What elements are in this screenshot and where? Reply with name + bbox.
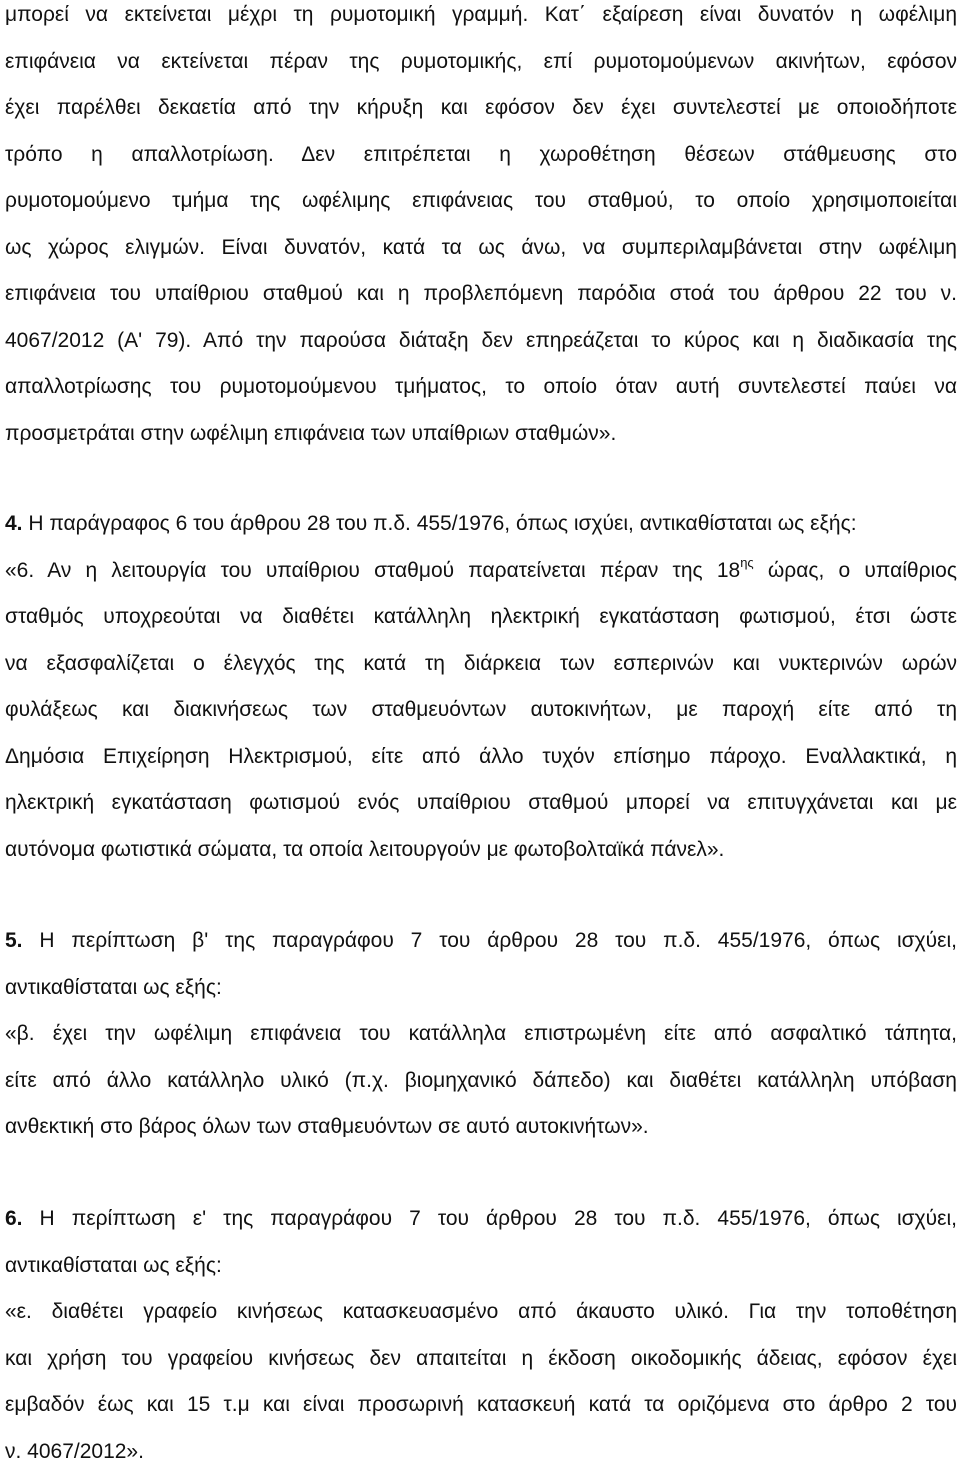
text-line: «β. έχει την ωφέλιμη επιφάνεια του κατάλληλα επιστρωμένη είτε από ασφαλτικό τάπητα, [5,1022,957,1045]
text-line: αυτόνομα φωτιστικά σώματα, τα οποία λειτουργούν με φωτοβολταϊκά πάνελ». [5,837,725,861]
section-4 [5,501,957,873]
paragraph-continuation [5,0,957,457]
text-line: φυλάξεως και διακινήσεως των σταθμευόντων αυτοκινήτων, με παροχή είτε από τη [5,698,957,721]
text-line: απαλλοτρίωσης του ρυμοτομούμενου τμήματος, το οποίο όταν αυτή συντελεστεί παύει να [5,375,957,398]
section-5 [5,918,957,1151]
text-line: ως χώρος ελιγμών. Είναι δυνατόν, κατά τα ως άνω, να συμπεριλαμβάνεται στην ωφέλιμη [5,235,957,259]
text-line: έχει παρέλθει δεκαετία από την κήρυξη και εφόσον δεν έχει συντελεστεί με οποιοδήποτε [5,96,957,119]
text-line: τρόπο η απαλλοτρίωση. Δεν επιτρέπεται η χωροθέτηση θέσεων στάθμευσης στο [5,142,957,166]
section-6 [5,1196,957,1466]
text-fragment: ώρας, ο υπαίθριος [753,558,957,582]
text-line: Δημόσια Επιχείρηση Ηλεκτρισμού, είτε από άλλο τυχόν επίσημο πάροχο. Εναλλακτικά, η [5,744,957,768]
section-6-heading-text: Η περίπτωση ε' της παραγράφου 7 του άρθρου 28 του π.δ. 455/1976, όπως ισχύει, [22,1207,957,1230]
text-line: «ε. διαθέτει γραφείο κινήσεως κατασκευασμένο από άκαυστο υλικό. Για την τοποθέτηση [5,1300,957,1323]
ordinal-superscript: ης [740,554,754,570]
text-line: μπορεί να εκτείνεται μέχρι τη ρυμοτομική γραμμή. Κατ΄ εξαίρεση είναι δυνατόν η ωφέλιμη [5,3,957,26]
section-6-heading [5,1196,957,1243]
section-4-number: 4. [5,512,23,535]
section-5-heading-continuation: αντικαθίσταται ως εξής: [5,975,222,999]
text-line: ρυμοτομούμενο τμήμα της ωφέλιμης επιφάνειας του σταθμού, το οποίο χρησιμοποιείται [5,189,957,212]
text-line: εμβαδόν έως και 15 τ.μ και είναι προσωρινή κατασκευή κατά τα οριζόμενα στο άρθρο 2 του [5,1393,957,1416]
text-line: ανθεκτική στο βάρος όλων των σταθμευόντων σε αυτό αυτοκινήτων». [5,1115,649,1138]
text-line: 4067/2012 (Α' 79). Από την παρούσα διάταξη δεν επηρεάζεται το κύρος και η διαδικασία της [5,328,957,352]
text-line: είτε από άλλο κατάλληλο υλικό (π.χ. βιομηχανικό δάπεδο) και διαθέτει κατάλληλη υπόβαση [5,1068,957,1092]
text-line: σταθμός υποχρεούται να διαθέτει κατάλληλη ηλεκτρική εγκατάσταση φωτισμού, έτσι ώστε [5,605,957,628]
text-line: ηλεκτρική εγκατάσταση φωτισμού ενός υπαίθριου σταθμού μπορεί να επιτυγχάνεται και με [5,791,957,814]
text-fragment: «6. Αν η λειτουργία του υπαίθριου σταθμού παρατείνεται πέραν της 18 [5,558,741,582]
text-line: να εξασφαλίζεται ο έλεγχός της κατά τη διάρκεια των εσπερινών και νυκτερινών ωρών [5,651,957,675]
text-line: και χρήση του γραφείου κινήσεως δεν απαιτείται η έκδοση οικοδομικής άδειας, εφόσον έχει [5,1346,957,1370]
section-6-heading-continuation: αντικαθίσταται ως εξής: [5,1253,222,1277]
section-4-heading [5,501,957,548]
section-4-heading-text: Η παράγραφος 6 του άρθρου 28 του π.δ. 455/1976, όπως ισχύει, αντικαθίσταται ως εξής: [22,512,857,535]
text-line: επιφάνεια του υπαίθριου σταθμού και η προβλεπόμενη παρόδια στοά του άρθρου 22 του ν. [5,282,957,305]
section-5-number: 5. [5,929,23,952]
text-line: προσμετράται στην ωφέλιμη επιφάνεια των υπαίθριων σταθμών». [5,421,617,445]
text-line [5,548,957,595]
section-5-heading [5,918,957,965]
text-line: ν. 4067/2012». [5,1439,144,1463]
text-line: επιφάνεια να εκτείνεται πέραν της ρυμοτομικής, επί ρυμοτομούμενων ακινήτων, εφόσον [5,49,957,73]
section-6-number: 6. [5,1207,23,1230]
section-5-heading-text: Η περίπτωση β' της παραγράφου 7 του άρθρου 28 του π.δ. 455/1976, όπως ισχύει, [22,929,957,952]
